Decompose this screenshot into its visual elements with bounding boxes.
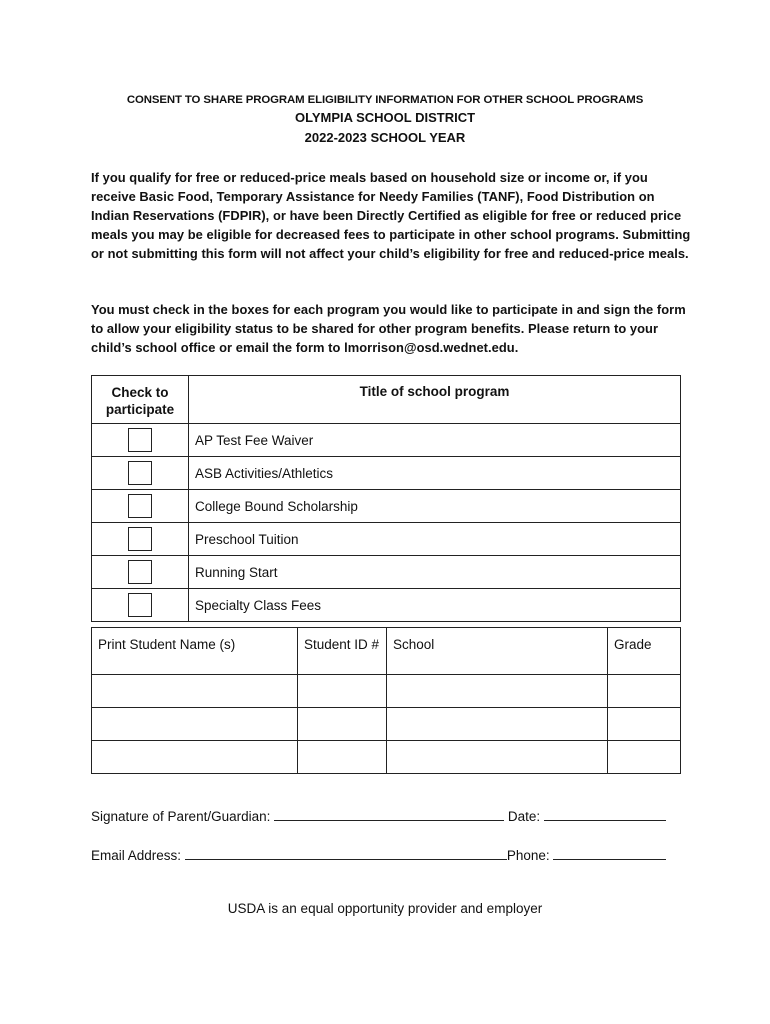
checkbox-preschool-tuition[interactable] xyxy=(128,527,152,551)
student-id-cell[interactable] xyxy=(298,708,387,741)
student-name-cell[interactable] xyxy=(92,708,298,741)
school-header: School xyxy=(387,628,608,675)
program-row xyxy=(92,490,681,523)
student-table-header xyxy=(92,628,681,675)
program-name: AP Test Fee Waiver xyxy=(189,424,681,457)
signature-field[interactable] xyxy=(274,806,504,821)
checkbox-asb-activities[interactable] xyxy=(128,461,152,485)
program-name: Running Start xyxy=(189,556,681,589)
school-cell[interactable] xyxy=(387,708,608,741)
program-name: College Bound Scholarship xyxy=(189,490,681,523)
date-field[interactable] xyxy=(544,806,666,821)
eligibility-paragraph: If you qualify for free or reduced-price meals based on household size or income or, if you receive Basic Food, Temporary Assistance for Needy Families (TANF), Food Distribution on Indian Reservations (FDPIR), or have been Directly Certified as eligible for free or reduced price meals you may be eligible for decreased fees to participate in other school programs. Submitting or not submitting this form will not affect your child’s eligibility for free and reduced-price meals. xyxy=(91,170,691,261)
student-table xyxy=(91,627,681,774)
phone-field[interactable] xyxy=(553,845,666,860)
school-year: 2022-2023 SCHOOL YEAR xyxy=(304,130,466,145)
program-title-header: Title of school program xyxy=(189,376,681,424)
student-id-header: Student ID # xyxy=(298,628,387,675)
email-field[interactable] xyxy=(185,845,507,860)
school-cell[interactable] xyxy=(387,675,608,708)
instructions-paragraph xyxy=(91,300,691,357)
student-row xyxy=(92,741,681,774)
grade-cell[interactable] xyxy=(608,675,681,708)
usda-statement: USDA is an equal opportunity provider and employer xyxy=(227,901,543,916)
program-row xyxy=(92,589,681,622)
grade-cell[interactable] xyxy=(608,708,681,741)
student-name-header: Print Student Name (s) xyxy=(92,628,298,675)
checkbox-college-bound[interactable] xyxy=(128,494,152,518)
student-id-cell[interactable] xyxy=(298,675,387,708)
student-name-cell[interactable] xyxy=(92,741,298,774)
checkbox-running-start[interactable] xyxy=(128,560,152,584)
program-table-header xyxy=(92,376,681,424)
program-row xyxy=(92,556,681,589)
program-row xyxy=(92,457,681,490)
program-row xyxy=(92,523,681,556)
checkbox-specialty-class-fees[interactable] xyxy=(128,593,152,617)
email-line xyxy=(91,845,666,863)
contact-email-link[interactable]: lmorrison@osd.wednet.edu xyxy=(344,340,515,355)
checkbox-ap-test-fee[interactable] xyxy=(128,428,152,452)
grade-header: Grade xyxy=(608,628,681,675)
signature-label: Signature of Parent/Guardian: xyxy=(91,809,271,824)
district-name: OLYMPIA SCHOOL DISTRICT xyxy=(294,110,476,125)
program-name: ASB Activities/Athletics xyxy=(189,457,681,490)
check-column-header: Check to participate xyxy=(92,376,189,424)
student-id-cell[interactable] xyxy=(298,741,387,774)
signature-line xyxy=(91,806,666,824)
instructions-text: You must check in the boxes for each program you would like to participate in and sign the form to allow your eligibility status to be shared for other program benefits. Please return to your child’s school office or email the form to xyxy=(91,302,686,355)
student-row xyxy=(92,708,681,741)
date-label: Date: xyxy=(507,809,541,824)
instructions-end: . xyxy=(514,340,519,355)
student-row xyxy=(92,675,681,708)
program-row xyxy=(92,424,681,457)
program-name: Preschool Tuition xyxy=(189,523,681,556)
school-cell[interactable] xyxy=(387,741,608,774)
form-title: CONSENT TO SHARE PROGRAM ELIGIBILITY INFORMATION FOR OTHER SCHOOL PROGRAMS xyxy=(126,94,644,106)
grade-cell[interactable] xyxy=(608,741,681,774)
phone-label: Phone: xyxy=(506,848,550,863)
student-name-cell[interactable] xyxy=(92,675,298,708)
email-label: Email Address: xyxy=(91,848,182,863)
program-name: Specialty Class Fees xyxy=(189,589,681,622)
program-table xyxy=(91,375,681,622)
